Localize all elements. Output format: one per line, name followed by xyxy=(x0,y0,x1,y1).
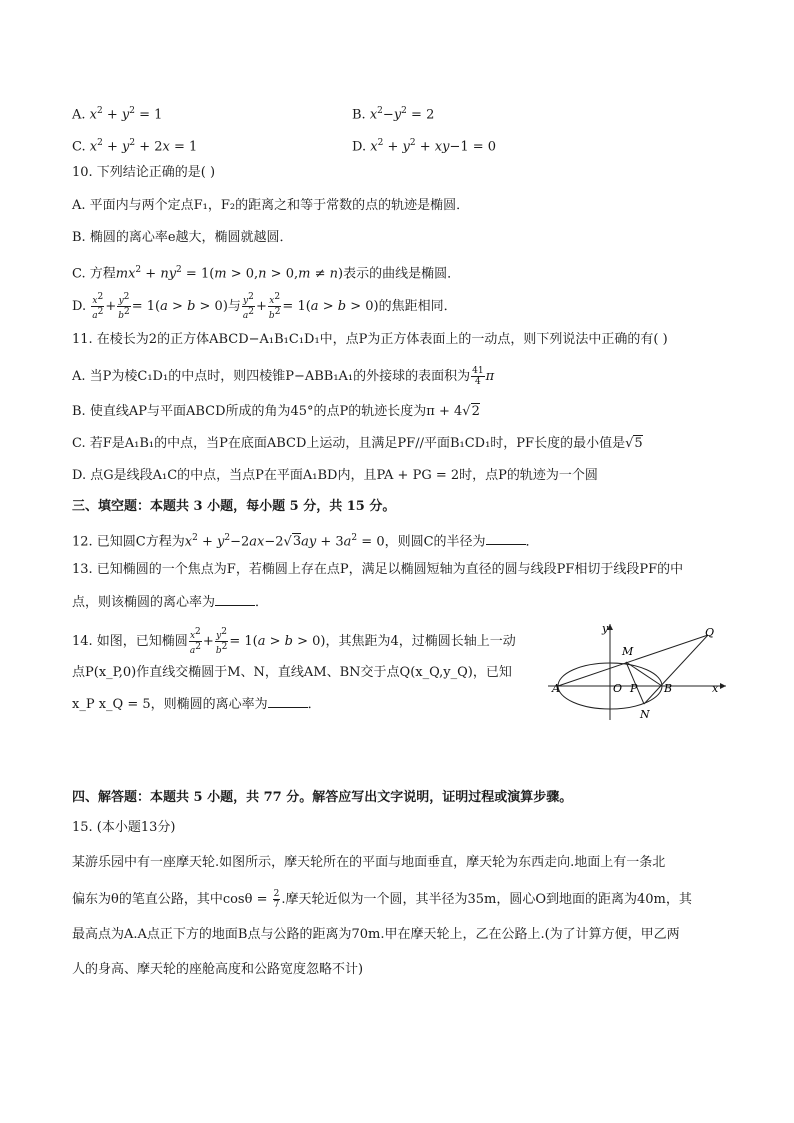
label-O: O xyxy=(613,682,623,695)
label-M: M xyxy=(622,645,634,658)
q10-option-c: C. 方程$mx^2 + ny^2 = 1(m > 0,n > 0,m \ne n)$表示的曲线是椭圆． xyxy=(72,265,461,282)
label-P: P xyxy=(630,682,638,695)
q10-stem: 10. 下列结论正确的是( ) xyxy=(72,165,216,180)
section-4-heading: 四、解答题：本题共 5 小题，共 77 分。解答应写出文字说明，证明过程或演算步骤。 xyxy=(72,790,573,805)
q14-ellipse-figure xyxy=(548,622,728,722)
q15-para-line3: 最高点为A.A点正下方的地面B点与公路的距离为70m.甲在摩天轮上，乙在公路上.(为了计算方便，甲乙两 xyxy=(72,927,680,942)
q9-option-d: D. $x^2 + y^2 + xy-1 = 0$ xyxy=(352,138,497,155)
label-x: x xyxy=(712,682,719,695)
q14-answer-blank xyxy=(268,695,308,708)
q11-option-c: C. 若F是A₁B₁的中点，当P在底面ABCD上运动，且满足PF//平面B₁CD₁时，PF长度的最小值是√5 xyxy=(72,436,643,451)
label-B: B xyxy=(664,682,673,695)
label-y: y xyxy=(602,622,609,635)
q10-option-d: D. $\frac{x^2}{a^2}$ + $\frac{y^2}{b^2}$ = 1(a > b > 0)与 $\frac{y^2}{a^2}$ + $\frac{x^2}{b^2}$ = 1(a > b > 0)的焦距相同． xyxy=(72,292,457,321)
q14-line3: x_P x_Q = 5，则椭圆的离心率为 ． xyxy=(72,697,321,712)
label-A: A xyxy=(552,682,560,695)
q15-para-line2: 偏东为θ的笔直公路，其中cosθ = $\frac{2}{7}$ .摩天轮近似为一个圆，其半径为35m，圆心O到地面的距离为40m，其 xyxy=(72,889,692,910)
q11-option-b: B. 使直线AP与平面ABCD所成的角为45°的点P的轨迹长度为π + 4√2 xyxy=(72,404,480,419)
q11-option-a: A. 当P为棱C₁D₁的中点时，则四棱锥P−ABB₁A₁的外接球的表面积为 $\frac{41}{4}$ π xyxy=(72,366,495,387)
q13-line2: 点，则该椭圆的离心率为 ． xyxy=(72,595,269,610)
q9-option-c: C. $x^2 + y^2 + 2x = 1$ xyxy=(72,138,198,155)
label-N: N xyxy=(640,708,650,721)
q10-option-a: A. 平面内与两个定点F₁，F₂的距离之和等于常数的点的轨迹是椭圆． xyxy=(72,198,470,213)
q14-line1: 14. 如图，已知椭圆 $\frac{x^2}{a^2}$ + $\frac{y^2}{b^2}$ = 1(a > b > 0)，其焦距为4，过椭圆长轴上一动 xyxy=(72,627,516,656)
q9-option-b: B. $x^2-y^2 = 2$ xyxy=(352,106,435,123)
q14-line2: 点P(x_P,0)作直线交椭圆于M、N，直线AM、BN交于点Q(x_Q,y_Q)，已知 xyxy=(72,665,512,680)
label-Q: Q xyxy=(705,626,715,639)
q15-para-line1: 某游乐园中有一座摩天轮.如图所示，摩天轮所在的平面与地面垂直，摩天轮为东西走向.地面上有一条北 xyxy=(72,855,666,870)
q11-option-d: D. 点G是线段A₁C的中点，当点P在平面A₁BD内，且PA + PG = 2时，点P的轨迹为一个圆 xyxy=(72,468,598,483)
q12: 12. 已知圆C方程为$x^2 + y^2-2ax-2√3ay + 3a^2 = 0$，则圆C的半径为 ． xyxy=(72,533,539,550)
q11-stem: 11. 在棱长为2的正方体ABCD−A₁B₁C₁D₁中，点P为正方体表面上的一动点，则下列说法中正确的有( ) xyxy=(72,332,668,347)
q13-line1: 13. 已知椭圆的一个焦点为F，若椭圆上存在点P，满足以椭圆短轴为直径的圆与线段PF相切于线段PF的中 xyxy=(72,562,684,577)
q9-option-a: A. $x^2 + y^2 = 1$ xyxy=(72,106,163,123)
x-axis-arrow-icon xyxy=(720,683,726,689)
q15-para-line4: 人的身高、摩天轮的座舱高度和公路宽度忽略不计) xyxy=(72,962,364,977)
q15-title: 15. (本小题13分) xyxy=(72,820,176,835)
q12-answer-blank xyxy=(486,532,526,545)
q13-answer-blank xyxy=(215,593,255,606)
section-3-heading: 三、填空题：本题共 3 小题，每小题 5 分，共 15 分。 xyxy=(72,499,396,514)
line-NQ xyxy=(644,635,708,704)
q10-option-b: B. 椭圆的离心率e越大，椭圆就越圆． xyxy=(72,230,293,245)
